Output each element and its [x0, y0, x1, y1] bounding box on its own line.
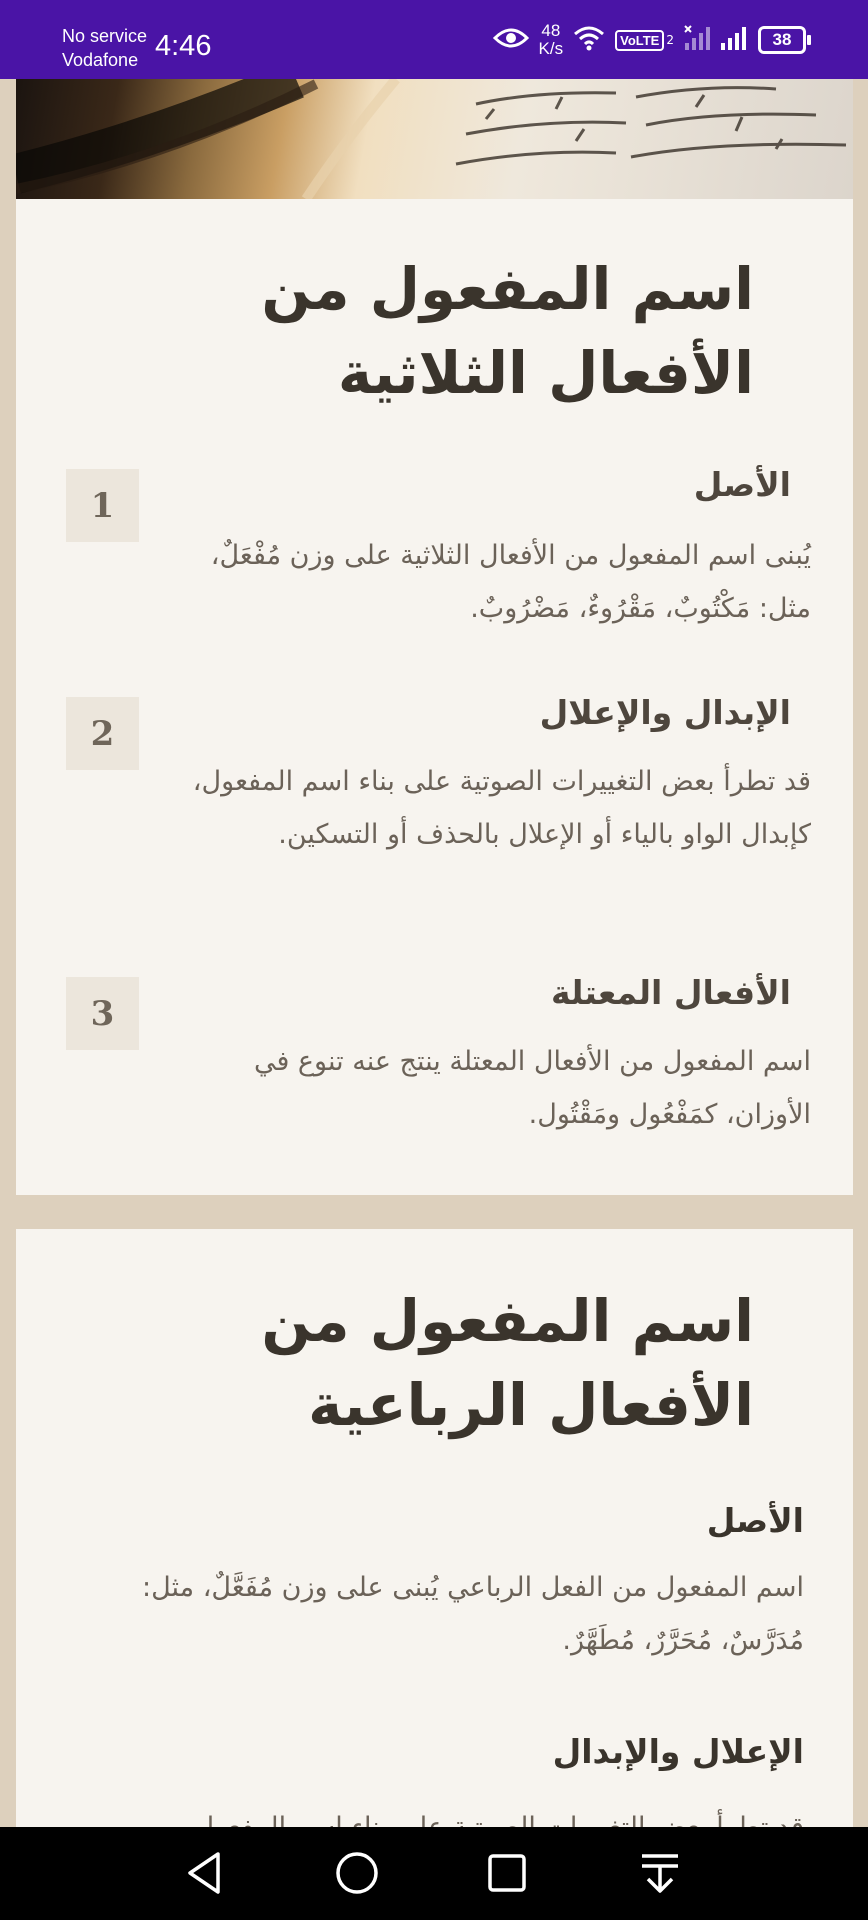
eye-icon	[493, 26, 529, 54]
step-number: 1	[66, 469, 139, 542]
subsection-title: الإعلال والإبدال	[552, 1732, 804, 1771]
status-icons	[493, 22, 806, 58]
quadrilateral-verbs-card	[16, 1229, 853, 1920]
carrier-status: No service	[62, 26, 148, 46]
subsection-title: الأصل	[706, 1501, 804, 1540]
network-speed	[539, 22, 564, 58]
back-icon	[180, 1848, 230, 1898]
status-bar	[0, 0, 868, 79]
hero-book-image	[16, 79, 853, 199]
wifi-icon	[573, 25, 605, 55]
step-title: الإبدال والإعلال	[539, 693, 791, 732]
back-button[interactable]	[170, 1843, 240, 1903]
card2-title: اسم المفعول من الأفعال الرباعية	[261, 1287, 754, 1439]
signal-sim2-icon	[684, 25, 710, 55]
home-icon	[332, 1848, 382, 1898]
step-number: 3	[66, 977, 139, 1050]
notification-pull-button[interactable]	[625, 1843, 695, 1903]
volte-icon: VoLTE	[615, 30, 664, 51]
battery-icon: 38	[758, 26, 806, 54]
step-text: يُبنى اسم المفعول من الأفعال الثلاثية على وزن مُفْعَلٌ، مثل: مَكْتُوبٌ، مَقْرُوءٌ، مَضْرُوبٌ.	[210, 540, 811, 624]
notification-pull-icon	[635, 1848, 685, 1898]
trilateral-verbs-card	[16, 199, 853, 1195]
carrier-name: Vodafone	[62, 50, 139, 70]
book-illustration	[16, 79, 853, 199]
carrier-info	[62, 24, 147, 72]
status-clock: 4:46	[155, 30, 212, 62]
card1-title: اسم المفعول من الأفعال الثلاثية	[261, 255, 754, 407]
subsection-text: اسم المفعول من الفعل الرباعي يُبنى على وزن مُفَعَّلٌ، مثل: مُدَرَّسٌ، مُحَرَّرٌ، مُطَهَّرٌ.	[141, 1572, 804, 1656]
network-speed-value: 48	[541, 21, 561, 40]
recents-icon	[482, 1848, 532, 1898]
step-title: الأصل	[693, 465, 791, 504]
step-text: قد تطرأ بعض التغييرات الصوتية على بناء اسم المفعول، كإبدال الواو بالياء أو الإعلال بالحذف أو التسكين.	[192, 766, 811, 850]
sim2-label: 2	[666, 33, 674, 47]
recents-button[interactable]	[472, 1843, 542, 1903]
home-button[interactable]	[322, 1843, 392, 1903]
step-text: اسم المفعول من الأفعال المعتلة ينتج عنه تنوع في الأوزان، كمَفْعُول ومَقْتُول.	[253, 1046, 811, 1130]
network-speed-unit: K/s	[538, 39, 564, 58]
step-title: الأفعال المعتلة	[550, 973, 791, 1012]
system-nav-bar	[0, 1827, 868, 1920]
step-number: 2	[66, 697, 139, 770]
signal-sim1-icon	[720, 25, 748, 55]
